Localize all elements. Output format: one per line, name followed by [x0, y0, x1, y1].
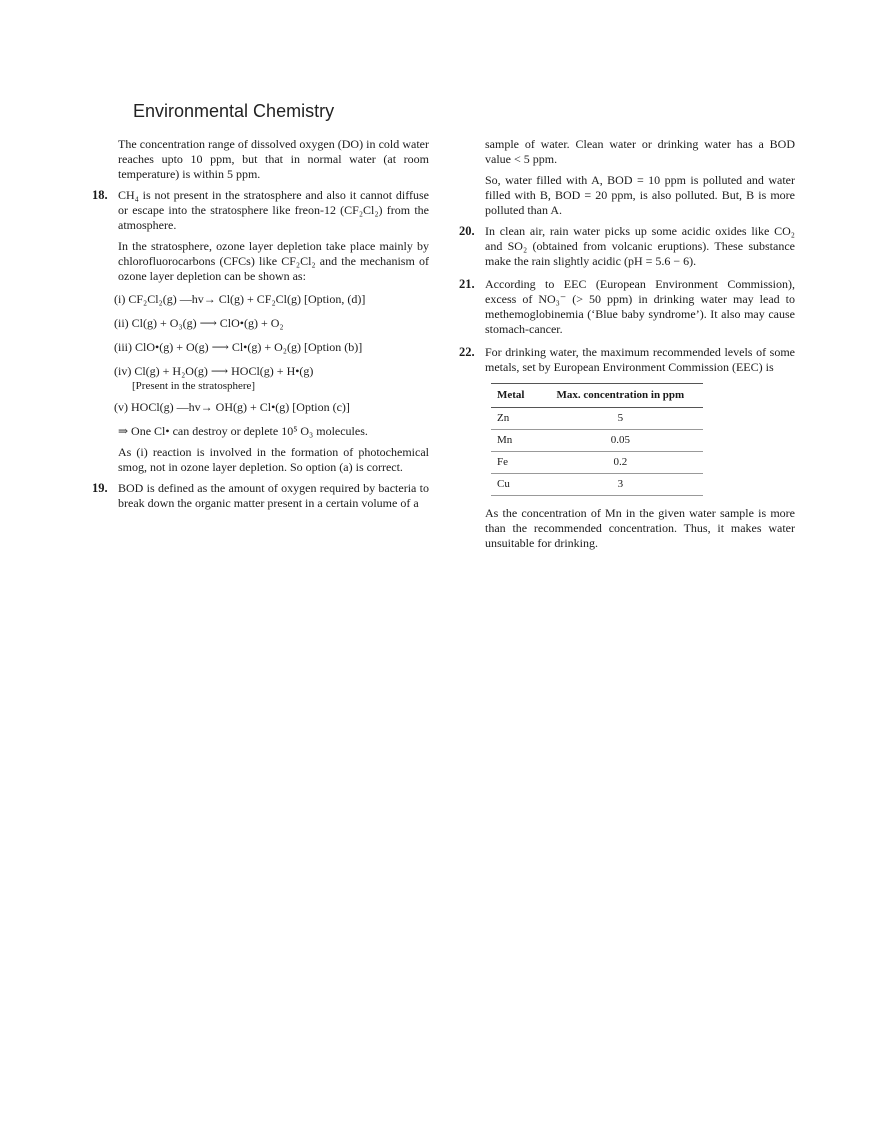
equation-1: (i) CF₂Cl₂(g) —hv→ Cl(g) + CF₂Cl(g) [Option, (d)] [114, 292, 366, 306]
question-20 [459, 224, 795, 269]
page-header: Environmental Chemistry [133, 101, 335, 121]
table-cell-value: 5 [538, 408, 703, 430]
table-cell-value: 0.05 [538, 430, 703, 452]
q18-paragraph-2: In the stratosphere, ozone layer depletion take place mainly by chlorofluorocarbons (CFCs) like CF₂Cl₂ and the mechanism of ozone layer depletion can be shown as: [118, 239, 429, 283]
table-cell-metal: Mn [491, 430, 538, 452]
question-number: 18. [92, 188, 108, 202]
q19-continuation-1: sample of water. Clean water or drinking water has a BOD value < 5 ppm. [485, 137, 795, 166]
q22-paragraph-2: As the concentration of Mn in the given water sample is more than the recommended concentration. Thus, it makes water unsuitable for drinking. [485, 506, 795, 550]
table-header-concentration: Max. concentration in ppm [538, 384, 703, 408]
table-row [491, 408, 703, 430]
question-number: 21. [459, 277, 475, 291]
question-21 [459, 277, 795, 337]
q22-paragraph-1: For drinking water, the maximum recommended levels of some metals, set by European Environment Commission (EEC) is [485, 345, 795, 374]
table-cell-metal: Zn [491, 408, 538, 430]
table-row [491, 452, 703, 474]
left-column [92, 137, 429, 519]
q21-paragraph-1: According to EEC (European Environment Commission), excess of NO₃⁻ (> 50 ppm) in drinking water may lead to methemoglobinemia (‘Blue baby syndrome’). It also may cause stomach-cancer. [485, 277, 795, 336]
table-cell-value: 0.2 [538, 452, 703, 474]
question-22 [459, 345, 795, 375]
q19-continuation-2: So, water filled with A, BOD = 10 ppm is polluted and water filled with B, BOD = 20 ppm, is also polluted. But, B is more polluted than A. [485, 173, 795, 217]
right-column [459, 137, 795, 557]
metal-limits-table [491, 383, 703, 496]
table-row [491, 474, 703, 496]
q18-paragraph-1: CH₄ is not present in the stratosphere and also it cannot diffuse or escape into the stratosphere like freon-12 (CF₂Cl₂) from the atmosphere. [118, 188, 429, 232]
equation-4-note: [Present in the stratosphere] [132, 380, 256, 392]
table-header-row [491, 384, 703, 408]
question-number: 20. [459, 224, 475, 238]
equation-5: (v) HOCl(g) —hv→ OH(g) + Cl•(g) [Option (c)] [114, 400, 350, 414]
question-19 [92, 481, 429, 511]
intro-paragraph: The concentration range of dissolved oxygen (DO) in cold water reaches upto 10 ppm, but that in normal water (at room temperature) is within 5 ppm. [118, 137, 429, 181]
equation-2: (ii) Cl(g) + O₃(g) ⟶ ClO•(g) + O₂ [114, 316, 284, 330]
table-cell-metal: Cu [491, 474, 538, 496]
q18-conclusion: ⇒ One Cl• can destroy or deplete 10⁵ O₃ molecules. [118, 424, 368, 438]
table-header-metal: Metal [491, 384, 538, 408]
table-row [491, 430, 703, 452]
q18-paragraph-3: As (i) reaction is involved in the formation of photochemical smog, not in ozone layer depletion. So option (a) is correct. [118, 445, 429, 474]
table-cell-value: 3 [538, 474, 703, 496]
q19-paragraph-1: BOD is defined as the amount of oxygen required by bacteria to break down the organic matter present in a certain volume of a [118, 481, 429, 510]
equation-4: (iv) Cl(g) + H₂O(g) ⟶ HOCl(g) + H•(g) [114, 364, 314, 378]
question-number: 22. [459, 345, 475, 359]
table-cell-metal: Fe [491, 452, 538, 474]
equation-3: (iii) ClO•(g) + O(g) ⟶ Cl•(g) + O₂(g) [Option (b)] [114, 340, 363, 354]
q20-paragraph-1: In clean air, rain water picks up some acidic oxides like CO₂ and SO₂ (obtained from volcanic eruptions). These substance make the rain slightly acidic (pH = 5.6 − 6). [485, 224, 795, 268]
question-18 [92, 188, 429, 284]
question-number: 19. [92, 481, 108, 495]
